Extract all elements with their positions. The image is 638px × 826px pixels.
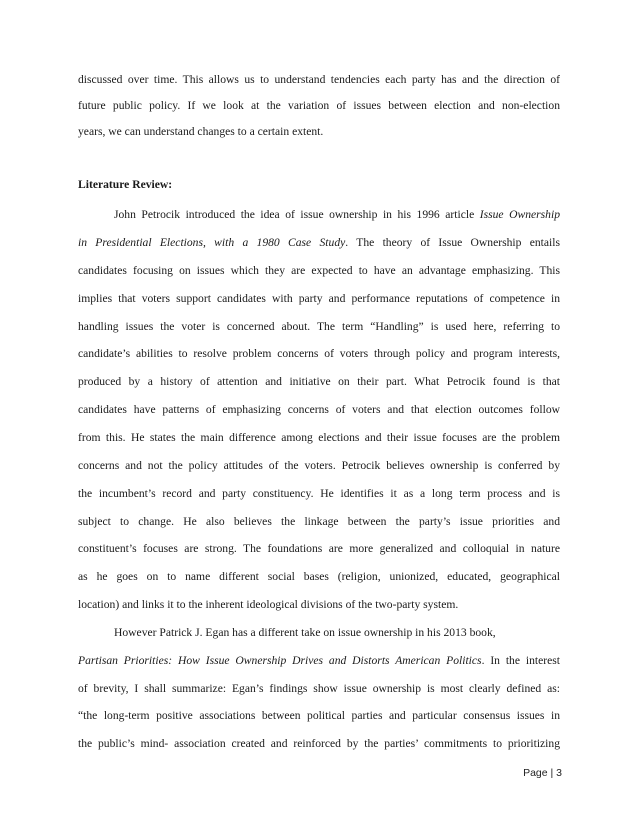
para1-line-9: from this. He states the main difference among elections and their issue focuses are the problem xyxy=(78,431,560,444)
intro-line-3: years, we can understand changes to a certain extent. xyxy=(78,125,324,138)
para2-book-title: Partisan Priorities: How Issue Ownership Drives and Distorts American Politics xyxy=(78,654,482,667)
para1-line-1-text: John Petrocik introduced the idea of issue ownership in his 1996 article xyxy=(114,208,480,221)
page-number: Page | 3 xyxy=(523,767,562,779)
para1-line-15: location) and links it to the inherent ideological divisions of the two-party system. xyxy=(78,598,459,611)
para1-line-11: the incumbent’s record and party constituency. He identifies it as a long term process and is xyxy=(78,487,560,500)
para1-line-5: handling issues the voter is concerned about. The term “Handling” is used here, referring to xyxy=(78,320,560,333)
para1-line-2 xyxy=(78,235,560,251)
para2-line-5: the public’s mind- association created and reinforced by the parties’ commitments to prioritizing xyxy=(78,737,560,750)
para1-line-2-text: . The theory of Issue Ownership entails xyxy=(345,236,560,249)
para1-line-7: produced by a history of attention and initiative on their part. What Petrocik found is that xyxy=(78,375,560,388)
para1-line-8: candidates have patterns of emphasizing concerns of voters and that election outcomes follow xyxy=(78,403,560,416)
para1-line-12: subject to change. He also believes the linkage between the party’s issue priorities and xyxy=(78,515,560,528)
para1-article-title-part2: in Presidential Elections, with a 1980 Case Study xyxy=(78,236,346,249)
para2-line-2-text: . In the interest xyxy=(481,654,560,667)
section-heading: Literature Review: xyxy=(78,178,173,191)
para2-line-4: “the long-term positive associations between political parties and particular consensus issues in xyxy=(78,709,560,722)
para2-line-1: However Patrick J. Egan has a different take on issue ownership in his 2013 book, xyxy=(114,626,496,639)
intro-line-1: discussed over time. This allows us to understand tendencies each party has and the direction of xyxy=(78,73,560,86)
para1-line-1 xyxy=(78,207,560,223)
para1-line-13: constituent’s focuses are strong. The foundations are more generalized and colloquial in nature xyxy=(78,542,560,555)
para1-line-4: implies that voters support candidates with party and performance reputations of competence in xyxy=(78,292,560,305)
para2-line-3: of brevity, I shall summarize: Egan’s findings show issue ownership is most clearly defined as: xyxy=(78,682,560,695)
para1-line-14: as he goes on to name different social bases (religion, unionized, educated, geographical xyxy=(78,570,560,583)
para1-line-3: candidates focusing on issues which they are expected to have an advantage emphasizing. This xyxy=(78,264,560,277)
para1-line-10: concerns and not the policy attitudes of the voters. Petrocik believes ownership is conferred by xyxy=(78,459,560,472)
para2-line-2 xyxy=(78,653,560,669)
intro-line-2: future public policy. If we look at the variation of issues between election and non-election xyxy=(78,99,560,112)
para1-article-title-part1: Issue Ownership xyxy=(479,208,560,221)
para1-line-6: candidate’s abilities to resolve problem concerns of voters through policy and program interests, xyxy=(78,347,560,360)
